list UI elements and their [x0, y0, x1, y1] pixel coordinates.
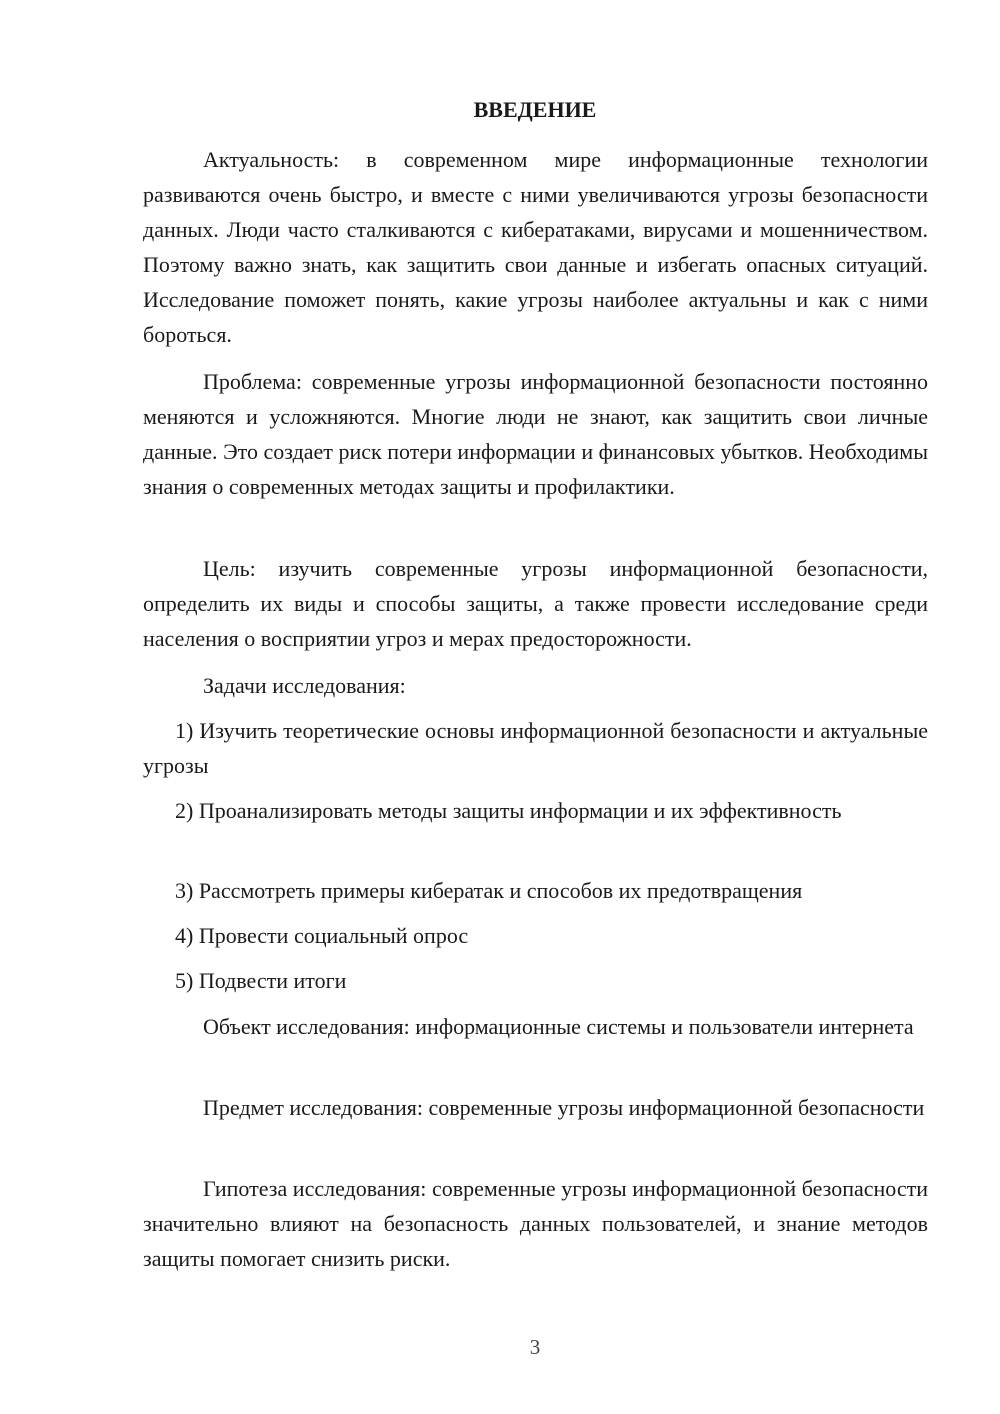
task-item-2: 2) Проанализировать методы защиты информации и их эффективность — [175, 798, 842, 823]
page-number: 3 — [529, 1335, 541, 1359]
section-heading: ВВЕДЕНИЕ — [473, 97, 597, 122]
task-item-3: 3) Рассмотреть примеры кибератак и способов их предотвращения — [175, 878, 803, 903]
task-item-1: 1) Изучить теоретические основы информационной безопасности и актуальные угрозы — [143, 718, 928, 778]
paragraph-tasks-intro: Задачи исследования: — [203, 673, 406, 698]
paragraph-goal: Цель: изучить современные угрозы информационной безопасности, определить их виды и способы защиты, а также провести исследование среди населения о восприятии угроз и мерах предосторожности. — [143, 556, 928, 651]
task-item-5: 5) Подвести итоги — [175, 968, 347, 993]
paragraph-object: Объект исследования: информационные системы и пользователи интернета — [203, 1014, 914, 1039]
paragraph-relevance: Актуальность: в современном мире информационные технологии развиваются очень быстро, и вместе с ними увеличиваются угрозы безопасности данных. Люди часто сталкиваются с кибератаками, вирусами и мошенничеством. Поэтому важно знать, как защитить свои данные и избегать опасных ситуаций. Исследование поможет понять, какие угрозы наиболее актуальны и как с ними бороться. — [143, 147, 928, 347]
paragraph-problem: Проблема: современные угрозы информационной безопасности постоянно меняются и усложняются. Многие люди не знают, как защитить свои личные данные. Это создает риск потери информации и финансовых убытков. Необходимы знания о современных методах защиты и профилактики. — [143, 369, 928, 499]
paragraph-subject: Предмет исследования: современные угрозы информационной безопасности — [203, 1095, 925, 1120]
paragraph-hypothesis: Гипотеза исследования: современные угрозы информационной безопасности значительно влияют на безопасность данных пользователей, и знание методов защиты помогает снизить риски. — [143, 1176, 928, 1271]
task-item-4: 4) Провести социальный опрос — [175, 923, 469, 948]
